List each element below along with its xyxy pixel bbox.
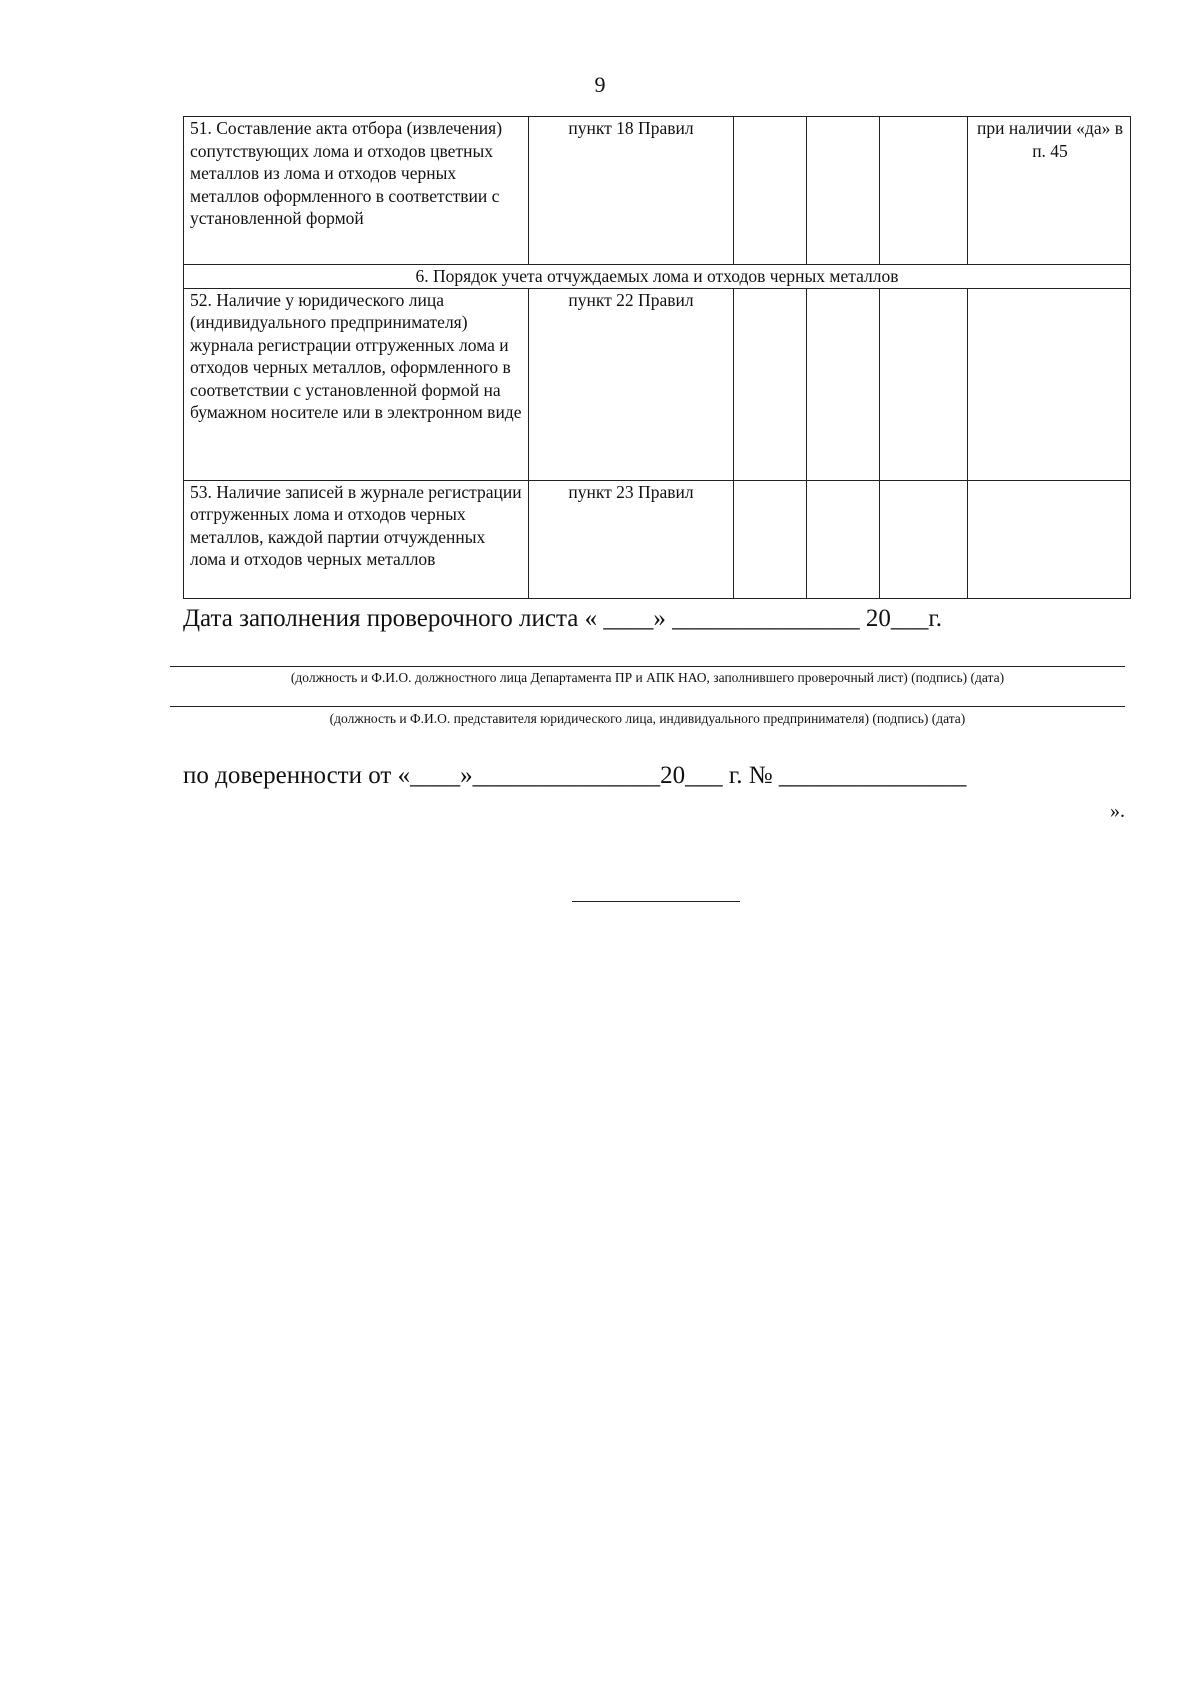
answer-na-cell [880, 117, 968, 265]
requirement-cell: 53. Наличие записей в журнале регистрации отгруженных лома и отходов черных металлов, каждой партии отчужденных лома и отходов черных металлов [184, 480, 529, 598]
power-of-attorney-line: по доверенности от «____»_______________20___ г. № _______________ [183, 762, 967, 789]
fill-date-line: Дата заполнения проверочного листа « ____» _______________ 20___г. [183, 605, 943, 632]
representative-signature-rule [170, 706, 1125, 707]
answer-yes-cell [734, 117, 807, 265]
note-cell [968, 480, 1131, 598]
note-cell [968, 288, 1131, 480]
answer-no-cell [807, 288, 880, 480]
note-cell: при наличии «да» в п. 45 [968, 117, 1131, 265]
table-row [184, 480, 1131, 598]
table-row [184, 117, 1131, 265]
requirement-cell: 51. Составление акта отбора (извлечения) сопутствующих лома и отходов цветных металлов из лома и отходов черных металлов оформленного в соответствии с установленной формой [184, 117, 529, 265]
answer-no-cell [807, 480, 880, 598]
answer-yes-cell [734, 288, 807, 480]
official-signature-caption: (должность и Ф.И.О. должностного лица Департамента ПР и АПК НАО, заполнившего проверочный лист) (подпись) (дата) [290, 670, 1005, 685]
requirement-cell: 52. Наличие у юридического лица (индивидуального предпринимателя) журнала регистрации отгруженных лома и отходов черных металлов, оформленного в соответствии с установленной формой на бумажном носителе или в электронном виде [184, 288, 529, 480]
official-signature-rule [170, 666, 1125, 667]
section-row [184, 265, 1131, 289]
representative-signature-caption: (должность и Ф.И.О. представителя юридического лица, индивидуального предпринимателя) (подпись) (дата) [329, 711, 966, 726]
answer-na-cell [880, 288, 968, 480]
norm-cell: пункт 22 Правил [529, 288, 734, 480]
section-heading: 6. Порядок учета отчуждаемых лома и отходов черных металлов [184, 265, 1131, 289]
page-number: 9 [594, 72, 606, 97]
table-row [184, 288, 1131, 480]
norm-cell: пункт 23 Правил [529, 480, 734, 598]
closing-quote: ». [1110, 800, 1125, 822]
answer-no-cell [807, 117, 880, 265]
answer-yes-cell [734, 480, 807, 598]
answer-na-cell [880, 480, 968, 598]
checklist-table [183, 116, 1131, 599]
end-of-document-rule [572, 901, 740, 902]
norm-cell: пункт 18 Правил [529, 117, 734, 265]
